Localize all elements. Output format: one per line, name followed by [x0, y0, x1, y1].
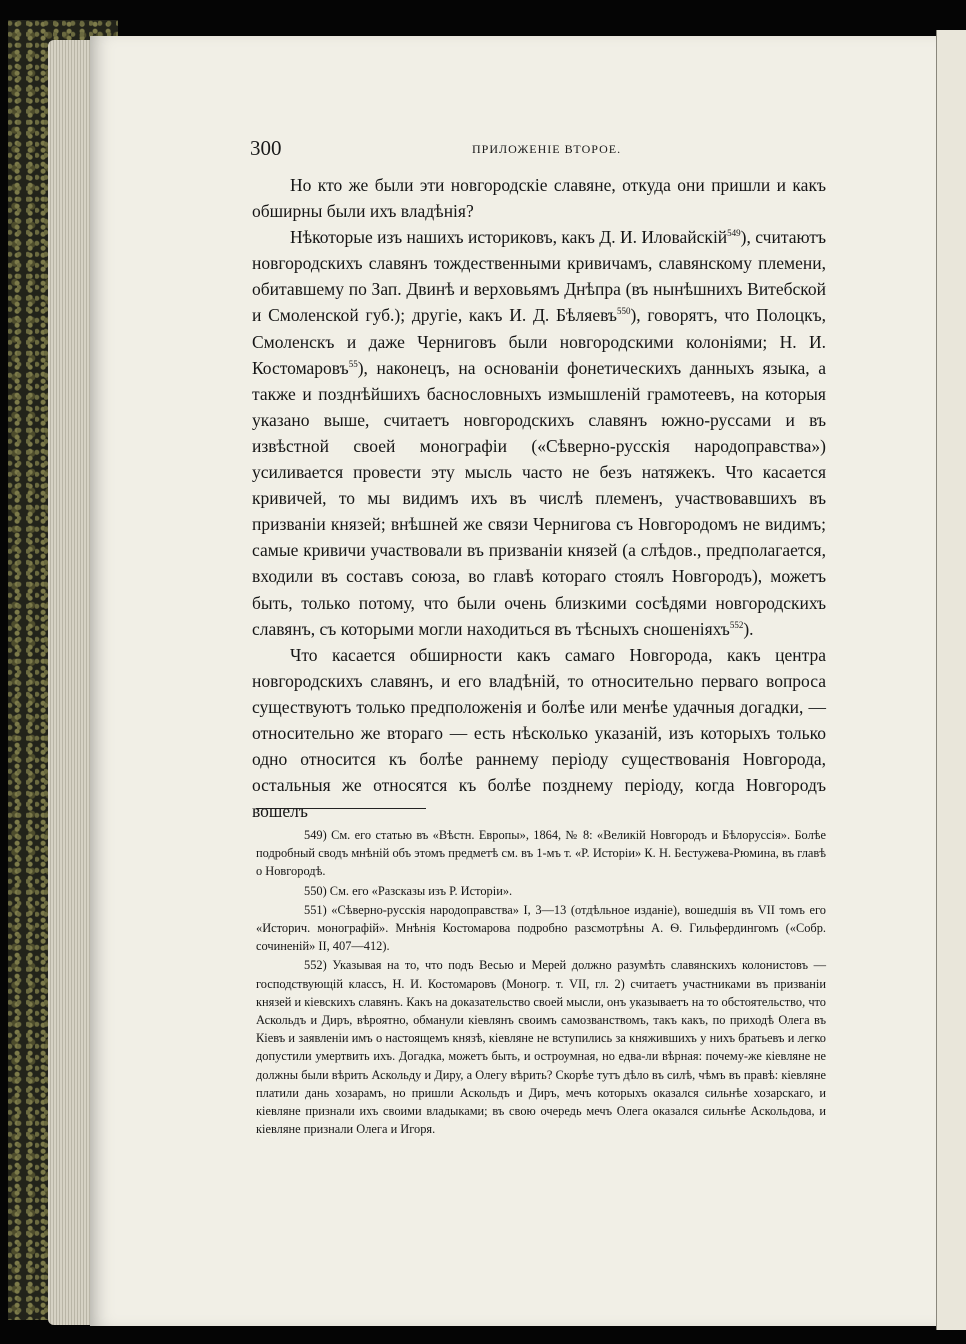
paragraph-2 — [252, 224, 826, 642]
footnote-552: 552) Указывая на то, что подъ Весью и Мерей должно разумѣть славянскихъ колонистовъ — господствующій классъ, Н. И. Костомаровъ (Моногр. т. VII, гл. 2) считаетъ участниками въ призваніи князей и кіевскихъ славянъ. Какъ на доказательство своей мысли, онъ указываетъ на то обстоятельство, что Аскольдъ и Диръ, вѣроятно, обманули кіевлянъ своимъ самозванствомъ, такъ какъ, по приходѣ Олега въ Кіевъ и заявленіи имъ о настоящемъ князѣ, кіевляне не вступились за княжившихъ у нихъ братьевъ и легко допустили умертвить ихъ. Догадка, можетъ быть, и остроумная, но едва-ли вѣрная: почему-же кіевляне не должны были вѣрить Аскольду и Диру, а Олегу вѣрить? Скорѣе тутъ дѣло въ силѣ, чѣмъ въ правѣ: кіевляне платили дань хозарамъ, но пришли Аскольдъ и Диръ, мечъ которыхъ оказался сильнѣе хозарскаго, и кіевляне признали ихъ своими владыками; въ свою очередь мечъ Олега оказался сильнѣе Аскольдова, и кіевляне признали Олега и Игоря. — [256, 958, 826, 1137]
paragraph-2-part-5: ). — [743, 618, 754, 639]
paragraph-2-part-4: ), наконецъ, на основаніи фонетическихъ данныхъ языка, а также и позднѣйшихъ баснословныхъ измышленій грамотеевъ, на которыя указано выше, считаетъ новгородскихъ славянъ южно-руссами и въ извѣстной своей монографіи («Сѣверно-русскія народоправства») усиливается провести эту мысль часто не безъ натяжекъ. Что касается кривичей, то мы видимъ ихъ въ числѣ племенъ, участвовавшихъ въ призваніи князей; внѣшней же связи Чернигова съ Новгородомъ не видимъ; самые кривичи участвовали въ призваніи князей (а слѣдов., предполагается, входили въ составъ союза, во главѣ котораго стоялъ Новгородъ), можетъ быть, только потому, что были очень близкими сосѣдями новгородскихъ славянъ, съ которыми могли находиться въ тѣсныхъ сношеніяхъ — [252, 357, 826, 639]
footnote-ref-552: 552 — [729, 619, 744, 630]
facing-page-edge — [936, 30, 966, 1330]
footnote-549: 549) См. его статью въ «Вѣстн. Европы», 1864, № 8: «Великій Новгородъ и Бѣлоруссія». Болѣе подробный сводъ мнѣній объ этомъ предметѣ см. въ 1-мъ т. «Р. Исторіи» К. Н. Бестужева-Рюмина, въ главѣ о Новгородѣ. — [256, 828, 826, 879]
paragraph-3: Что касается обширности какъ самаго Новгорода, какъ центра новгородскихъ славянъ, и его владѣній, то относительно перваго вопроса существуютъ только предположенія и болѣе или менѣе удачныя догадки, — относительно же втораго — есть нѣсколько указаній, изъ которыхъ только одно относится къ болѣе раннему періоду существованія Новгорода, остальныя же относятся къ болѣе позднему періоду, когда Новгородъ вошелъ — [252, 644, 826, 822]
running-head — [250, 136, 630, 166]
footnote-ref-550: 550 — [616, 306, 631, 317]
page-number: 300 — [250, 136, 282, 160]
footnote-divider — [256, 808, 426, 809]
section-title: ПРИЛОЖЕНІЕ ВТОРОЕ. — [472, 142, 622, 156]
footnotes — [256, 826, 826, 1139]
footnote-ref-549: 549 — [727, 228, 741, 239]
main-text — [252, 172, 826, 824]
footnote-ref-551: 55 — [348, 358, 358, 369]
footnote-551: 551) «Сѣверно-русскія народоправства» I, 3—13 (отдѣльное изданіе), вошедшія въ VII томъ его «Историч. монографій». Мнѣнія Костомарова подробно разсмотрѣны А. Ѳ. Гильфердингомъ («Собр. сочиненій» II, 407—412). — [256, 902, 826, 954]
paragraph-2-part-3: ), говорятъ, что Полоцкъ, Смоленскъ и даже Черниговъ были новгородскими колоніями; Н. И. Костомаровъ — [252, 305, 827, 378]
paragraph-2-part-2: ), считаютъ новгородскихъ славянъ тождественными кривичамъ, славянскому племени, обитавшему по Зап. Двинѣ и верховьямъ Днѣпра (въ нынѣшнихъ Витебской и Смоленской губ.); другіе, какъ И. Д. Бѣляевъ — [252, 227, 827, 326]
paragraph-2-part-1: Нѣкоторые изъ нашихъ историковъ, какъ Д. И. Иловайскій — [290, 227, 728, 248]
paragraph-1: Но кто же были эти новгородскіе славяне, откуда они пришли и какъ обширны были ихъ владѣнія? — [252, 175, 826, 222]
footnote-550: 550) См. его «Разсказы изъ Р. Исторіи». — [304, 883, 513, 898]
